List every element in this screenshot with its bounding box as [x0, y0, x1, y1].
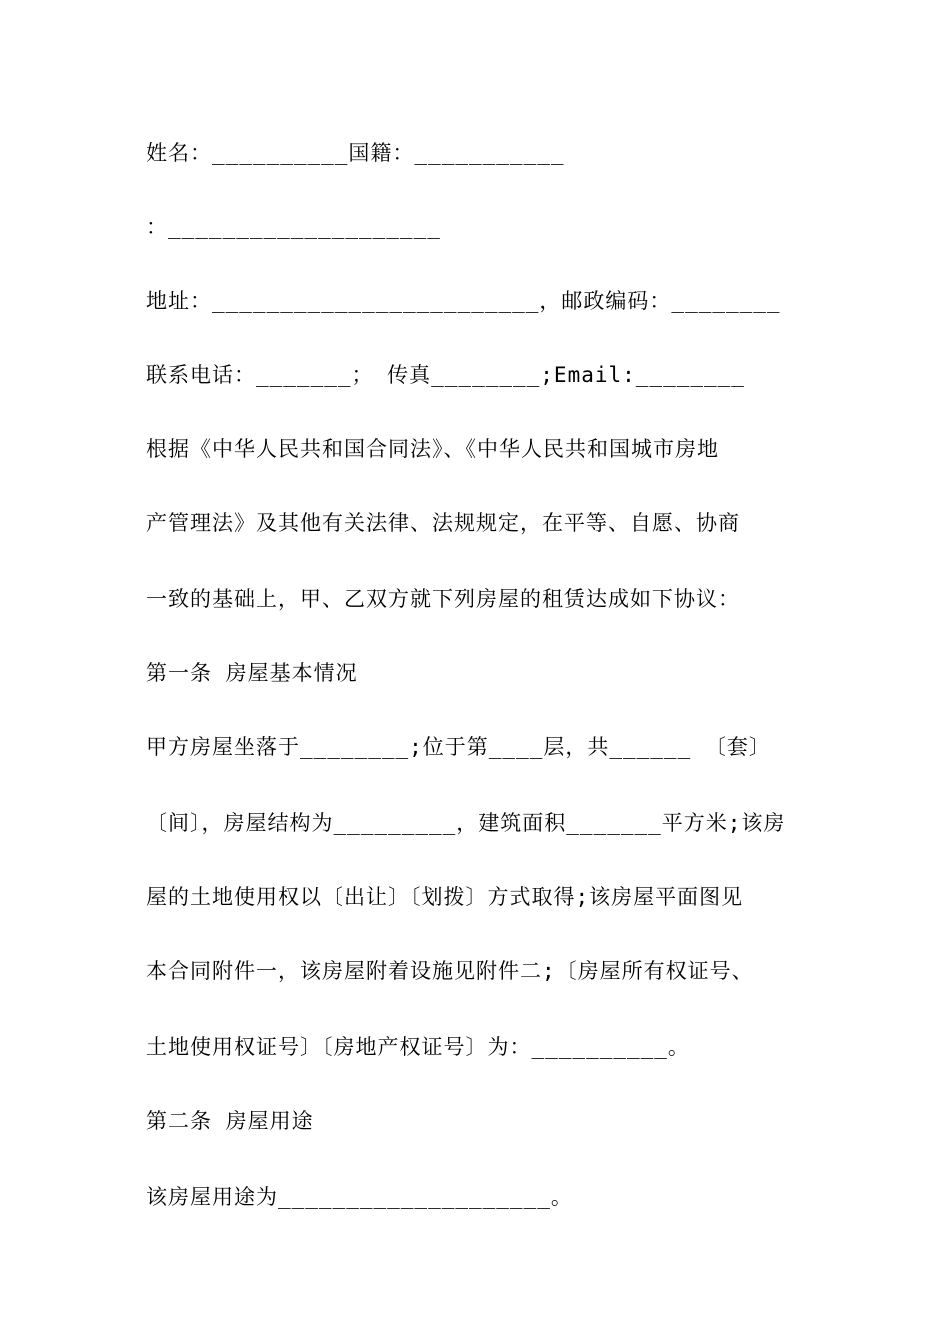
article-1-line-3 [146, 882, 816, 912]
preamble-line-3 [146, 584, 816, 614]
article-1-title-text: 第一条 房屋基本情况 [146, 661, 358, 685]
id-number-text: ：____________________ [146, 215, 441, 239]
article-1-text-3: 屋的土地使用权以〔出让〕〔划拨〕方式取得;该房屋平面图见 [146, 885, 744, 909]
article-2-line-1 [146, 1182, 816, 1212]
article-1-title [146, 658, 816, 688]
article-1-line-1 [146, 732, 816, 762]
article-1-text-2: 〔间〕，房屋结构为_________，建筑面积_______平方米;该房 [146, 811, 786, 835]
article-2-text-1: 该房屋用途为____________________。 [146, 1185, 573, 1209]
contact-line [146, 360, 816, 390]
contact-text: 联系电话：_______； 传真________;Email:________ [146, 363, 745, 387]
article-1-line-4 [146, 956, 816, 986]
article-1-line-5 [146, 1032, 816, 1062]
name-nationality-line [146, 138, 816, 168]
address-text: 地址：________________________，邮政编码：________ [146, 289, 781, 313]
article-1-text-1: 甲方房屋坐落于________;位于第____层，共______ 〔套〕 [146, 735, 771, 759]
id-number-line [146, 212, 816, 242]
article-2-title-text: 第二条 房屋用途 [146, 1109, 314, 1133]
article-1-text-5: 土地使用权证号〕〔房地产权证号〕为：__________。 [146, 1035, 690, 1059]
article-1-text-4: 本合同附件一，该房屋附着设施见附件二;〔房屋所有权证号、 [146, 959, 754, 983]
name-nationality-text: 姓名：__________国籍：___________ [146, 141, 565, 165]
article-1-line-2 [146, 808, 816, 838]
preamble-text-1: 根据《中华人民共和国合同法》、《中华人民共和国城市房地 [146, 437, 719, 461]
preamble-line-1 [146, 434, 816, 464]
preamble-text-3: 一致的基础上，甲、乙双方就下列房屋的租赁达成如下协议： [146, 587, 740, 611]
article-2-title [146, 1106, 816, 1136]
preamble-text-2: 产管理法》及其他有关法律、法规规定，在平等、自愿、协商 [146, 511, 740, 535]
preamble-line-2 [146, 508, 816, 538]
address-line [146, 286, 816, 316]
